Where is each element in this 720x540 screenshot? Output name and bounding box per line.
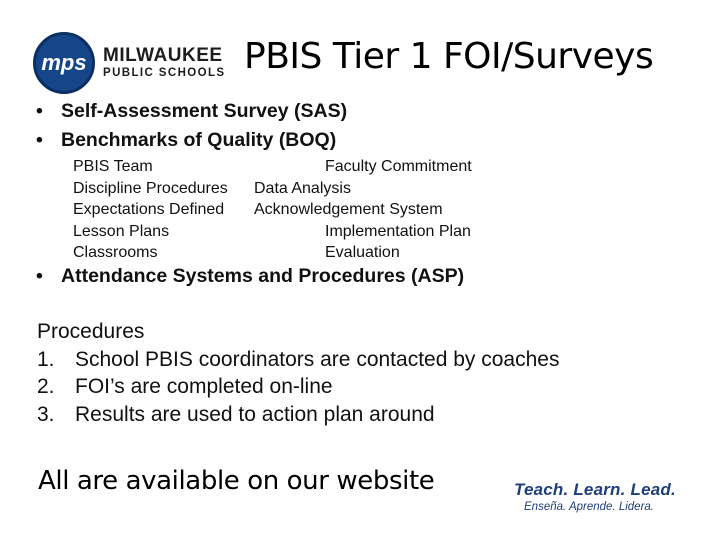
slide-title: PBIS Tier 1 FOI/Surveys — [244, 36, 654, 77]
grid-right-cell: Acknowledgement System — [254, 201, 443, 218]
procedure-item — [37, 373, 559, 401]
procedure-text: School PBIS coordinators are contacted by coaches — [75, 347, 560, 371]
tagline-spanish: Enseña. Aprende. Lidera. — [524, 501, 654, 513]
bullet-dot: • — [36, 100, 43, 122]
grid-left-cell: PBIS Team — [73, 158, 153, 175]
mps-logo-mark — [33, 32, 95, 94]
bullet-text: Attendance Systems and Procedures (ASP) — [61, 265, 465, 287]
procedure-item — [37, 346, 559, 374]
grid-left-cell: Classrooms — [73, 244, 158, 261]
bullet-asp — [36, 262, 464, 291]
procedures-section — [37, 318, 559, 428]
mps-logo-glyph-icon — [40, 48, 88, 78]
bullet-text: Benchmarks of Quality (BOQ) — [61, 129, 337, 151]
mps-mark-text: mps — [41, 50, 87, 75]
procedure-text: FOI’s are completed on-line — [75, 375, 333, 398]
grid-right-cell: Faculty Commitment — [325, 158, 472, 175]
logo-wordmark — [103, 46, 225, 80]
grid-left-cell: Lesson Plans — [73, 222, 170, 240]
procedure-number: 3. — [37, 402, 55, 426]
logo-line-1: MILWAUKEE — [103, 45, 223, 67]
procedure-number: 2. — [37, 375, 55, 398]
bullet-boq — [36, 126, 347, 155]
procedure-text: Results are used to action plan around — [75, 402, 435, 426]
website-availability-note: All are available on our website — [38, 466, 435, 496]
procedure-number: 1. — [37, 347, 55, 371]
tagline-english: Teach. Learn. Lead. — [514, 480, 676, 499]
survey-bullets — [36, 97, 347, 155]
procedures-heading: Procedures — [37, 320, 145, 343]
mps-logo — [33, 32, 225, 94]
bullet-dot: • — [36, 265, 43, 287]
bullet-dot: • — [36, 129, 43, 151]
grid-right-cell: Implementation Plan — [325, 222, 471, 240]
grid-left-cell: Discipline Procedures — [73, 179, 228, 197]
grid-right-cell: Data Analysis — [254, 179, 351, 197]
procedure-item — [37, 401, 559, 429]
bullet-text: Self-Assessment Survey (SAS) — [61, 100, 348, 122]
logo-line-2: PUBLIC SCHOOLS — [103, 67, 226, 80]
mps-tagline — [514, 480, 676, 513]
bullet-sas — [36, 97, 347, 126]
grid-right-cell: Evaluation — [325, 244, 400, 261]
grid-left-cell: Expectations Defined — [73, 201, 225, 218]
